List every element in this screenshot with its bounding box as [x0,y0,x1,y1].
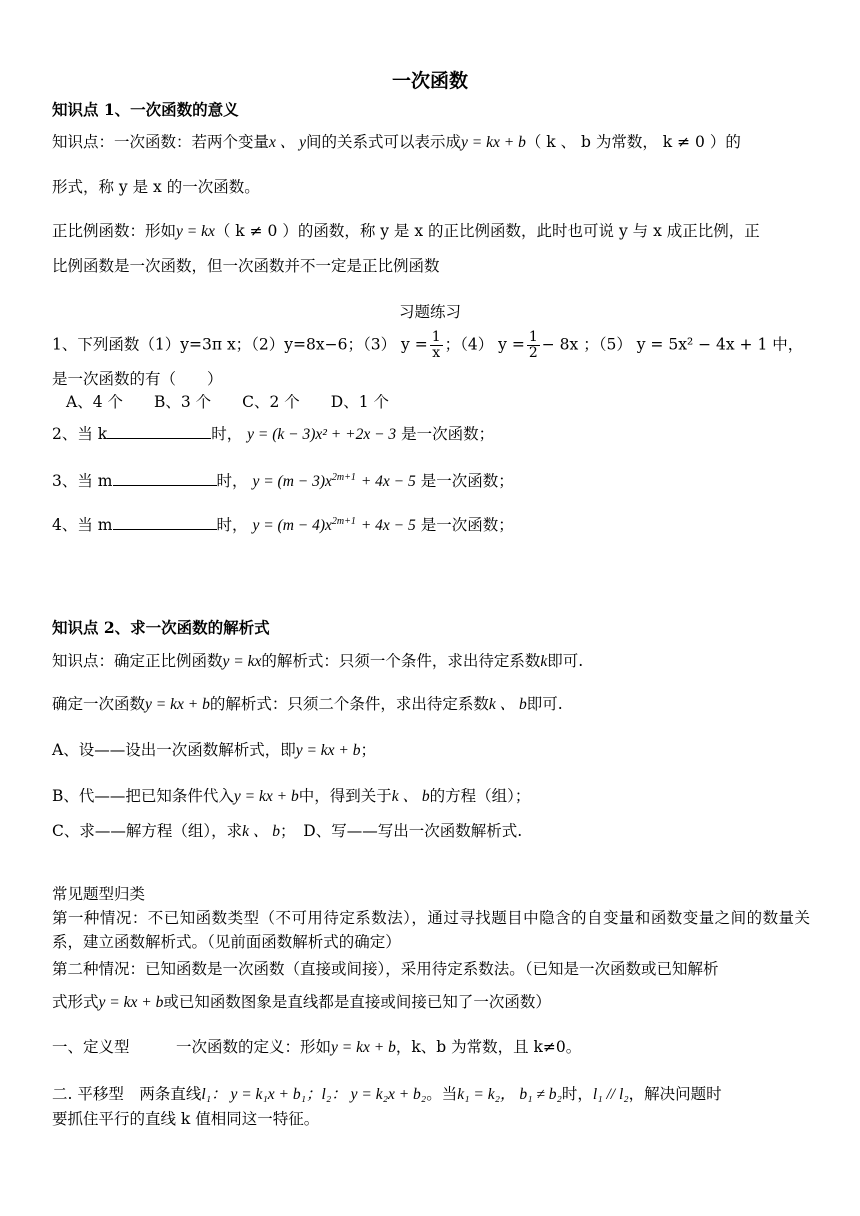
page-title: 一次函数 [391,70,468,92]
type-definition: 一、定义型 一次函数的定义：形如y = kx + b，k、b 为常数，且 k≠0。 [52,1038,582,1056]
types-second-case-line1: 第二种情况：已知函数是一次函数（直接或间接），采用待定系数法。（已知是一次函数或已知解析 [52,960,719,978]
types-heading: 常见题型归类 [52,885,146,903]
kp2-step-b: B、代——把已知条件代入y = kx + b中，得到关于k 、 b的方程（组）； [52,787,531,805]
fraction-1-over-x: $\frac{1}{x}$ [431,329,441,361]
kp2-step-c-d: C、求——解方程（组），求k 、 b； D、写——写出一次函数解析式. [52,822,523,840]
type-translation-line2: 要抓住平行的直线 k 值相同这一特征。 [52,1110,320,1128]
exercise-heading: 习题练习 [398,303,461,321]
question-2: 2、当 k 时， y = (k − 3)x² + +2x − 3 是一次函数； [52,425,495,443]
answer-blank[interactable] [113,471,217,486]
kp2-line2: 确定一次函数y = kx + b的解析式：只须二个条件，求出待定系数k 、 b即可. [52,695,563,713]
question-1: 1、下列函数（1）y=3π x；（2）y=8x−6；（3） y = $\frac{1}{x}$ ；（4） y = $\frac{1}{2}$ − 8x ；（5） y = 5x² − 4x + 1 中， [52,329,804,361]
question-1-options: A、4 个 B、3 个 C、2 个 D、1 个 [66,393,390,411]
question-3: 3、当 m 时， $y = (m - 3)x^{2m+1} + 4x - 5$ 是一次函数； [52,472,514,491]
kp2-heading: 知识点 2、求一次函数的解析式 [52,618,270,637]
type-translation: 二. 平移型 两条直线l₁： y = k₁x + b₁；l₂： y = k₂x + b₂。当k₁ = k₂， b₁ ≠ b₂时，l₁ // l₂，解决问题时 [52,1085,722,1103]
kp1-proportional-line2: 比例函数是一次函数，但一次函数并不一定是正比例函数 [52,257,440,275]
fraction-1-over-2: $\frac{1}{2}$ [528,329,538,361]
answer-blank[interactable] [107,424,211,439]
types-second-case-line2: 式形式y = kx + b或已知函数图象是直线都是直接或间接已知了一次函数） [52,993,551,1011]
kp1-heading: 知识点 1、一次函数的意义 [52,100,239,119]
kp2-line1: 知识点：确定正比例函数y = kx的解析式：只须一个条件，求出待定系数k即可. [52,652,584,670]
question-4: 4、当 m 时， $y = (m - 4)x^{2m+1} + 4x - 5$ 是一次函数； [52,516,514,535]
answer-blank[interactable] [113,515,217,530]
types-first-case: 第一种情况：不已知函数类型（不可用待定系数法），通过寻找题目中隐含的自变量和函数变量之间的数量关系，建立函数解析式。（见前面函数解析式的确定） [52,909,810,951]
kp1-definition-line1: 知识点：一次函数：若两个变量x 、 y间的关系式可以表示成y = kx + b（ k 、 b 为常数， k ≠ 0 ）的 [52,133,741,151]
kp1-definition-line2: 形式，称 y 是 x 的一次函数。 [52,178,260,196]
question-1-line2: 是一次函数的有（ ） [52,370,223,388]
kp1-proportional-line1: 正比例函数：形如y = kx（ k ≠ 0 ）的函数，称 y 是 x 的正比例函数，此时也可说 y 与 x 成正比例，正 [52,222,760,240]
kp2-step-a: A、设——设出一次函数解析式，即y = kx + b； [52,741,377,759]
